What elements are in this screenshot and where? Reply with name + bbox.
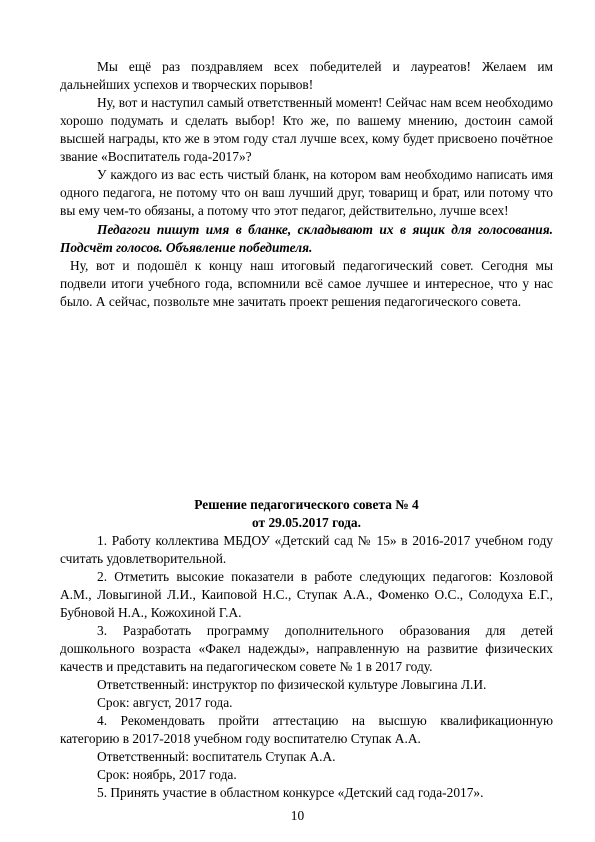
stage-direction: Педагоги пишут имя в бланке, складывают их в ящик для голосования. Подсчёт голосов. Объявление победителя.: [60, 222, 553, 255]
decision-item-4-deadline: Срок: ноябрь, 2017 года.: [97, 767, 237, 782]
decision-item-3-deadline: Срок: август, 2017 года.: [97, 695, 233, 710]
decision-item-3-responsible: Ответственный: инструктор по физической культуре Ловыгина Л.И.: [97, 677, 487, 692]
decision-item-5: 5. Принять участие в областном конкурсе «Детский сад года-2017».: [97, 785, 484, 800]
responsible-moment-paragraph: Ну, вот и наступил самый ответственный момент! Сейчас нам всем необходимо хорошо подумать и сделать выбор! Кто же, по вашему мнению, достоин самой высшей награды, кто же в этом году стал лучше всех, кому будет присвоено почётное звание «Воспитатель года-2017»?: [60, 95, 553, 164]
decision-date: от 29.05.2017 года.: [252, 515, 361, 530]
congratulation-paragraph: Мы ещё раз поздравляем всех победителей и лауреатов! Желаем им дальнейших успехов и творческих порывов!: [60, 59, 553, 92]
decision-item-4: 4. Рекомендовать пройти аттестацию на высшую квалификационную категорию в 2017-2018 учебном году воспитателю Ступак А.А.: [60, 713, 553, 746]
blank-form-paragraph: У каждого из вас есть чистый бланк, на котором вам необходимо написать имя одного педагога, не потому что он ваш лучший друг, товарищ и брат, или потому что вы ему чем-то обязаны, а потому что этот педагог, действительно, лучше всех!: [60, 167, 553, 218]
closing-paragraph: Ну, вот и подошёл к концу наш итоговый педагогический совет. Сегодня мы подвели итоги учебного года, вспомнили всё самое лучшее и интересное, что у нас было. А сейчас, позвольте мне зачитать проект решения педагогического совета.: [60, 258, 553, 309]
decision-item-2: 2. Отметить высокие показатели в работе следующих педагогов: Козловой А.М., Ловыгиной Л.И., Каиповой Н.С., Ступак А.А., Фоменко О.С., Солодуха Е.Г., Бубновой Н.А., Кожохиной Г.А.: [60, 569, 553, 620]
decision-title: Решение педагогического совета № 4: [194, 497, 419, 512]
decision-item-4-responsible: Ответственный: воспитатель Ступак А.А.: [97, 749, 336, 764]
decision-item-1: 1. Работу коллектива МБДОУ «Детский сад № 15» в 2016-2017 учебном году считать удовлетворительной.: [60, 533, 553, 566]
page-number: 10: [290, 808, 305, 823]
decision-item-3: 3. Разработать программу дополнительного образования для детей дошкольного возраста «Факел надежды», направленную на развитие физических качеств и представить на педагогическом совете № 1 в 2017 году.: [60, 623, 553, 674]
